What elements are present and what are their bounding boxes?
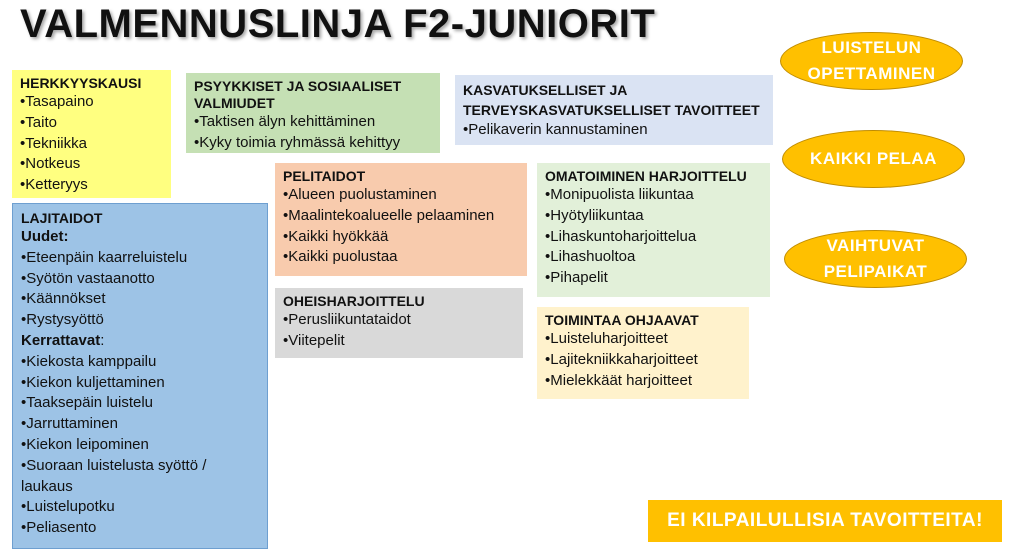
list-item: • Ketteryys — [20, 175, 163, 196]
list-item: • Monipuolista liikuntaa — [545, 185, 762, 206]
list-item: • Peliasento — [21, 518, 259, 539]
list-item: • Tasapaino — [20, 92, 163, 113]
list-item: • Lihashuoltoa — [545, 247, 762, 268]
oval-label: VAIHTUVAT PELIPAIKAT — [823, 236, 928, 281]
oval-vaihtuvat-pelipaikat — [784, 230, 967, 288]
lajitaidot-box — [12, 203, 268, 549]
list-item: • Hyötyliikuntaa — [545, 206, 762, 227]
list-item: • Taito — [20, 113, 163, 134]
toimintaa-box — [537, 307, 749, 399]
lajitaidot-repeat-label-text: Kerrattavat — [21, 331, 101, 349]
herkkyyskausi-box — [12, 70, 171, 198]
psyykkiset-heading: PSYYKKISET JA SOSIAALISET VALMIUDET — [194, 78, 402, 111]
kasvatukselliset-heading: KASVATUKSELLISET JA TERVEYSKASVATUKSELLISET TAVOITTEET — [463, 82, 760, 118]
list-item: • Kiekon leipominen — [21, 435, 259, 456]
list-item: • Tekniikka — [20, 134, 163, 155]
list-item: • Luisteluharjoitteet — [545, 329, 741, 350]
list-item: • Kaikki puolustaa — [283, 247, 519, 268]
list-item: • Kiekon kuljettaminen — [21, 373, 259, 394]
oval-luistelun-opettaminen — [780, 32, 963, 90]
list-item: • Perusliikuntataidot — [283, 310, 515, 331]
oheisharjoittelu-list — [283, 310, 515, 352]
list-item: • Suoraan luistelusta syöttö / laukaus — [21, 456, 259, 498]
list-item: • Mielekkäät harjoitteet — [545, 371, 741, 392]
psyykkiset-box — [186, 73, 440, 153]
lajitaidot-repeat-label — [21, 331, 259, 352]
list-item: • Viitepelit — [283, 331, 515, 352]
lajitaidot-repeat-list — [21, 352, 259, 539]
list-item: • Lihaskuntoharjoittelua — [545, 227, 762, 248]
list-item: • Alueen puolustaminen — [283, 185, 519, 206]
oheisharjoittelu-box — [275, 288, 523, 358]
list-item: • Pelikaverin kannustaminen — [463, 120, 765, 141]
list-item: • Kaikki hyökkää — [283, 227, 519, 248]
lajitaidot-repeat-label-colon: : — [100, 331, 105, 349]
list-item: • Taaksepäin luistelu — [21, 393, 259, 414]
list-item: • Luistelupotku — [21, 497, 259, 518]
list-item: • Pihapelit — [545, 268, 762, 289]
list-item: • Syötön vastaanotto — [21, 269, 259, 290]
oval-label: LUISTELUN OPETTAMINEN — [807, 38, 936, 83]
lajitaidot-new-list — [21, 248, 259, 331]
pelitaidot-list — [283, 185, 519, 268]
list-item: • Taktisen älyn kehittäminen — [194, 112, 432, 133]
omatoiminen-heading: OMATOIMINEN HARJOITTELU — [545, 168, 747, 184]
page-title: VALMENNUSLINJA F2-JUNIORIT — [20, 2, 656, 46]
list-item: • Kiekosta kamppailu — [21, 352, 259, 373]
herkkyyskausi-list — [20, 92, 163, 196]
oval-kaikki-pelaa — [782, 130, 965, 188]
list-item: • Kyky toimia ryhmässä kehittyy — [194, 133, 432, 154]
psyykkiset-list — [194, 112, 432, 154]
oheisharjoittelu-heading: OHEISHARJOITTELU — [283, 293, 425, 309]
omatoiminen-box — [537, 163, 770, 297]
lajitaidot-heading: LAJITAIDOT — [21, 210, 103, 226]
list-item: • Lajitekniikkaharjoitteet — [545, 350, 741, 371]
lajitaidot-new-label: Uudet: — [21, 228, 69, 245]
list-item: • Rystysyöttö — [21, 310, 259, 331]
toimintaa-heading: TOIMINTAA OHJAAVAT — [545, 312, 699, 328]
herkkyyskausi-heading: HERKKYYSKAUSI — [20, 75, 142, 91]
no-competitive-goals-banner: EI KILPAILULLISIA TAVOITTEITA! — [648, 500, 1002, 542]
toimintaa-list — [545, 329, 741, 391]
list-item: • Eteenpäin kaarreluistelu — [21, 248, 259, 269]
pelitaidot-heading: PELITAIDOT — [283, 168, 366, 184]
list-item: • Käännökset — [21, 289, 259, 310]
omatoiminen-list — [545, 185, 762, 289]
oval-label: KAIKKI PELAA — [810, 149, 937, 168]
kasvatukselliset-box — [455, 75, 773, 145]
list-item: • Maalintekoalueelle pelaaminen — [283, 206, 519, 227]
pelitaidot-box — [275, 163, 527, 276]
kasvatukselliset-list — [463, 120, 765, 141]
list-item: • Jarruttaminen — [21, 414, 259, 435]
list-item: • Notkeus — [20, 154, 163, 175]
